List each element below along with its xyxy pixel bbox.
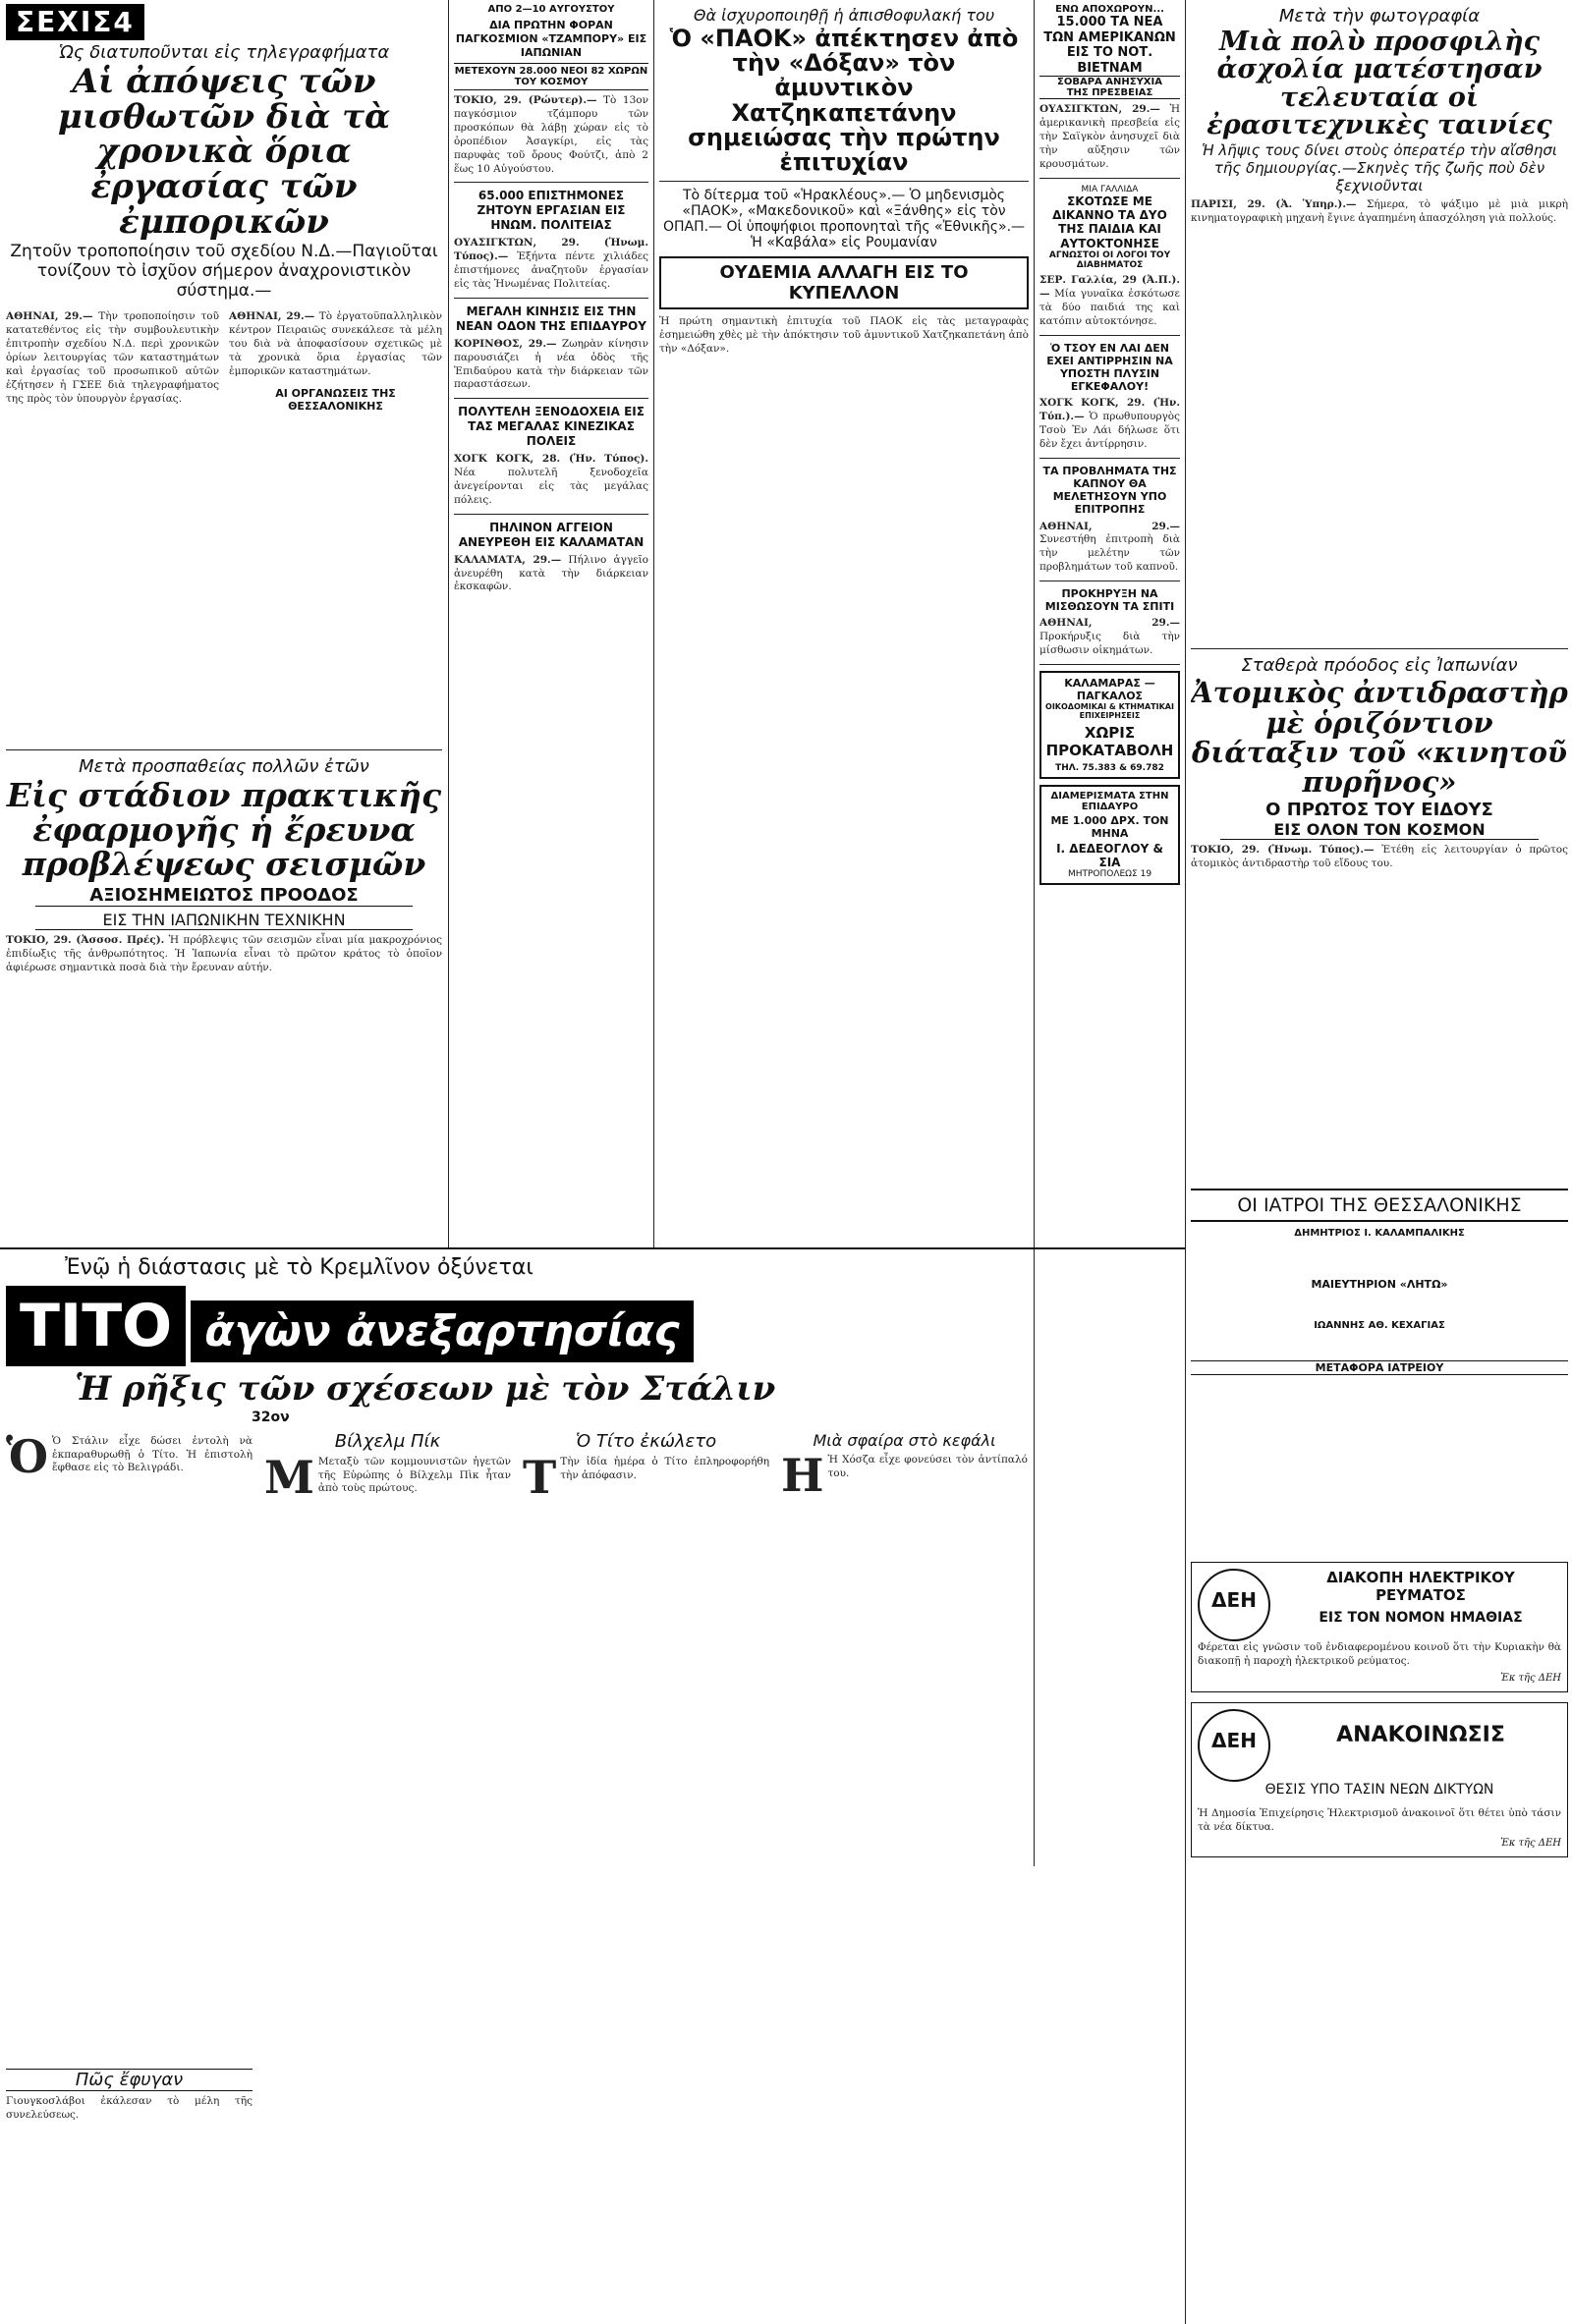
ad-title: ΔΙΑΜΕΡΙΣΜΑΤΑ ΣΤΗΝ ΕΠΙΔΑΥΡΟ [1050,791,1169,812]
article-body-continuation [6,410,219,744]
notice-signature: Ἐκ τῆς ΔΕΗ [1500,1838,1561,1850]
doctor-name: ΙΩΑΝΝΗΣ ΑΘ. ΚΕΧΑΓΙΑΣ [1314,1320,1445,1331]
serial-subhead: Πῶς ἔφυγαν [6,2069,253,2091]
article-body: ΑΘΗΝΑΙ, 29.— Τὸ ἐργατοϋπαλληλικὸν κέντρον Πειραιῶς συνεκάλεσε τὰ μέλη του διὰ νὰ ἀποφασίσουν σχετικῶς μὲ τὰ χρονικὰ ὅρια ἐργασίας τῶν ἐμπορικῶν καταστημάτων. [229,310,442,377]
dei-notices [1191,1562,1568,2318]
clinic-name: ΜΑΙΕΥΤΗΡΙΟΝ «ΛΗΤΩ» [1311,1278,1448,1291]
notice-body: Φέρεται εἰς γνῶσιν τοῦ ἐνδιαφερομένου κοινοῦ ὅτι τὴν Κυριακὴν θὰ διακοπῇ ἡ παροχὴ ἠλεκτρικοῦ ρεύματος. [1198,1641,1561,1667]
serial-body: Τ Τὴν ἰδία ἡμέρα ὁ Τίτο ἐπληροφορήθη τὴν ἀπόφασιν. [523,1450,769,1504]
article-headline: ΠΟΛΥΤΕΛΗ ΞΕΝΟΔΟΧΕΙΑ ΕΙΣ ΤΑΣ ΜΕΓΑΛΑΣ ΚΙΝΕΖΙΚΑΣ ΠΟΛΕΙΣ [458,405,645,449]
article-body: ΑΘΗΝΑΙ, 29.— Συνεστήθη ἐπιτροπὴ διὰ τὴν μελέτην τῶν προβλημάτων τοῦ καπνοῦ. [1039,520,1180,574]
notice-title: ΔΙΑΚΟΠΗ ΗΛΕΚΤΡΙΚΟΥ ΡΕΥΜΑΤΟΣ [1326,1569,1515,1604]
transport-heading: ΜΕΤΑΦΟΡΑ ΙΑΤΡΕΙΟΥ [1191,1360,1568,1375]
serial-subhead: Μιὰ σφαίρα στὸ κεφάλι [813,1430,996,1450]
serial-headline: Ἡ ρῆξις τῶν σχέσεων μὲ τὸν Στάλιν [75,1369,776,1409]
article-subhead: ΑΙ ΟΡΓΑΝΩΣΕΙΣ ΤΗΣ ΘΕΣΣΑΛΟΝΙΚΗΣ [275,386,396,413]
serial-subhead: Ὁ Τίτο ἐκώλετο [575,1430,717,1452]
article-body-continuation [229,420,442,676]
date-line: ΑΠΟ 2—10 ΑΥΓΟΥΣΤΟΥ [487,4,615,15]
article-subheadline: Ἡ λῆψις τους δίνει στοὺς ὀπερατέρ τὴν αἴσθησι τῆς δημιουργίας.—Σκηνὲς τῆς ζωῆς ποὺ δὲν ξεχνιοῦνται [1202,141,1557,195]
column-rule [1034,0,1035,1866]
article-subheadline: ΤΗΣ ΠΡΕΣΒΕΙΑΣ [1039,87,1180,99]
article-headline: ΠΡΟΚΗΡΥΞΗ ΝΑ ΜΙΣΘΩΣΟΥΝ ΤΑ ΣΠΙΤΙ [1044,587,1175,614]
notice-title: ΑΝΑΚΟΙΝΩΣΙΣ [1336,1722,1505,1747]
article-body: ΧΟΓΚ ΚΟΓΚ, 28. (Ἠν. Τύπος). Νέα πολυτελῆ ξενοδοχεῖα ἀνεγείρονται εἰς τὰς μεγάλας πόλεις. [454,453,648,506]
serial-title: ΤΙΤΟ [6,1286,186,1366]
article-headline: 15.000 ΤΑ ΝΕΑ ΤΩΝ ΑΜΕΡΙΚΑΝΩΝ ΕΙΣ ΤΟ ΝΟΤ. ΒΙΕΤΝΑΜ [1043,15,1176,76]
article-subheadline: Ζητοῦν τροποποίησιν τοῦ σχεδίου Ν.Δ.—Παγιοῦται τονίζουν τὸ ἰσχῦον σήμερον ἀναχρονιστικὸν σύστημα.— [10,242,438,302]
dei-notice-outage [1191,1562,1568,1692]
serial-subhead: Βίλχελμ Πίκ [334,1430,441,1452]
column-2 [454,4,648,1244]
notice-subtitle: ΘΕΣΙΣ ΥΠΟ ΤΑΣΙΝ ΝΕΩΝ ΔΙΚΤΥΩΝ [1264,1781,1494,1798]
article-body-continuation [1191,230,1568,642]
article-body: ΑΘΗΝΑΙ, 29.— Προκήρυξις διὰ τὴν μίσθωσιν οἰκημάτων. [1039,617,1180,657]
column-4 [1039,4,1180,1860]
article-headline: Εἰς στάδιον πρακτικῆς ἐφαρμογῆς ἡ ἔρευνα προβλέψεως σεισμῶν [6,776,442,883]
column-rule [653,0,654,1247]
article-kicker: Σταθερὰ πρόοδος εἰς Ἰαπωνίαν [1241,655,1518,677]
column-rule [1185,0,1186,2324]
dei-logo: ΔΕΗ [1198,1569,1270,1641]
serial-title-sub: ἀγὼν ἀνεξαρτησίας [191,1300,693,1362]
ad-subtitle: ΟΙΚΟΔΟΜΙΚΑΙ & ΚΤΗΜΑΤΙΚΑΙ ΕΠΙΧΕΙΡΗΣΕΙΣ [1045,702,1174,720]
dei-notice-announcement [1191,1702,1568,1858]
article-headline: Ὁ «ΠΑΟΚ» ἀπέκτησεν ἀπὸ τὴν «Δόξαν» τὸν ἀμυντικὸν Χατζηκαπετάνην σημειώσας τὴν πρώτην ἐπιτυχίαν [669,25,1019,176]
article-body: ΟΥΑΣΙΓΚΤΩΝ, 29. (Ἠνωμ. Τύπος).— Ἐξήντα πέντε χιλιάδες ἐπιστήμονες ἀναζητοῦν ἐργασίαν εἰς τὰς Ἠνωμένας Πολιτείας. [454,237,648,290]
column-rule [448,0,449,1247]
serial-kicker: Ἐνῷ ἡ διάστασις μὲ τὸ Κρεμλῖνον ὀξύνεται [65,1255,533,1280]
column-5 [1191,4,1568,1183]
article-body: ΑΘΗΝΑΙ, 29.— Τὴν τροποποίησιν τοῦ κατατεθέντος εἰς τὴν συμβουλευτικὴν ἐπιτροπὴν σχεδίου Ν.Δ. περὶ χρονικῶν ὁρίων λειτουργίας τῶν καταστημάτων καὶ ἐργασίας τοῦ προσωπικοῦ αὐτῶν ἐζήτησεν ἡ ΓΣΕΕ διὰ τηλεγραφήματος της πρὸς τὸν ὑπουργὸν ἐργασίας. [6,310,219,405]
box-subtitle: ΜΕΤΕΧΟΥΝ 28.000 ΝΕΟΙ 82 ΧΩΡΩΝ ΤΟΥ ΚΟΣΜΟΥ [454,63,648,90]
serial-body: Γιουγκοσλάβοι ἐκάλεσαν τὸ μέλη τῆς συνελεύσεως. [6,2095,253,2122]
article-body: Ἡ πρώτη σημαντικὴ ἐπιτυχία τοῦ ΠΑΟΚ εἰς τὰς μεταγραφὰς ἐσημειώθη χθὲς μὲ τὴν ἀπόκτησιν τοῦ ἀμυντικοῦ Χατζηκαπετάνη ἀπὸ τὴν «Δόξαν». [659,315,1029,355]
article-body: ΠΑΡΙΣΙ, 29. (Ἀ. Ὑπηρ.).— Σήμερα, τὸ ψάξιμο μὲ μιὰ μικρὴ κινηματογραφικὴ μηχανὴ ἔγινε ἀγαπημένη ἀπασχόληση γιὰ πολλούς. [1191,198,1568,225]
article-subheadline: Τὸ δίτερμα τοῦ «Ἡρακλέους».— Ὁ μηδενισμὸς «ΠΑΟΚ», «Μακεδονικοῦ» καὶ «Ξάνθης» εἰς τὸν ΟΠΑΠ.— Οἱ ὑποψήφιοι προπονηταὶ τῆς «Ἐθνικῆς».— Ἡ «Καβάλα» εἰς Ρουμανίαν [662,188,1026,251]
article-headline: Μιὰ πολὺ προσφιλὴς ἀσχολία ματέστησαν τελευταία οἱ ἐρασιτεχνικὲς ταινίες [1207,27,1552,141]
article-subheadline: ΕΙΣ ΟΛΟΝ ΤΟΝ ΚΟΣΜΟΝ [1220,820,1539,840]
article-subheadline: ΕΙΣ ΤΗΝ ΙΑΠΩΝΙΚΗΝ ΤΕΧΝΙΚΗΝ [35,911,413,930]
section-logo: ΣΕΧΙΣ4 [6,4,144,40]
column-1 [6,4,442,1244]
tito-serial [6,1255,1028,2320]
ad-apartments [1039,785,1180,885]
article-headline: ΣΚΟΤΩΣΕ ΜΕ ΔΙΚΑΝΝΟ ΤΑ ΔΥΟ ΤΗΣ ΠΑΙΔΙΑ ΚΑΙ ΑΥΤΟΚΤΟΝΗΣΕ [1052,194,1167,250]
article-body: ΤΟΚΙΟ, 29. (Ἠνωμ. Τύπος).— Ἐτέθη εἰς λειτουργίαν ὁ πρῶτος ἀτομικὸς ἀντιδραστὴρ τοῦ εἴδους του. [1191,843,1568,869]
article-body: ΤΟΚΙΟ, 29. (Ρώυτερ).— Τὸ 13ον παγκόσμιον τζάμπορυ τῶν προσκόπων θὰ λάβῃ χώραν εἰς τὸ ὀροπέδιον Ἀσαγκίρι, εἰς τὰς παρυφὰς τοῦ ὄρους Φούτζι, ἀπὸ 2 ἕως 10 Αὐγούστου. [454,94,648,175]
ad-address: ΜΗΤΡΟΠΟΛΕΩΣ 19 [1067,869,1152,879]
article-headline: ΠΗΛΙΝΟΝ ΑΓΓΕΙΟΝ ΑΝΕΥΡΕΘΗ ΕΙΣ ΚΑΛΑΜΑΤΑΝ [458,520,645,549]
notice-subtitle: ΕΙΣ ΤΟΝ ΝΟΜΟΝ ΗΜΑΘΙΑΣ [1319,1610,1523,1626]
doctor-name: ΔΗΜΗΤΡΙΟΣ Ι. ΚΑΛΑΜΠΑΛΙΚΗΣ [1294,1228,1465,1239]
article-kicker: ΜΙΑ ΓΑΛΛΙΔΑ [1081,184,1139,194]
ad-headline: ΧΩΡΙΣ ΠΡΟΚΑΤΑΒΟΛΗ [1045,724,1174,759]
article-subheadline: ΣΟΒΑΡΑ ΑΝΗΣΥΧΙΑ [1039,76,1180,87]
article-kicker: Μετὰ τὴν φωτογραφία [1278,6,1481,27]
serial-body: Η Ἡ Χόσζα εἶχε φονεύσει τὸν ἀντίπαλό του. [781,1448,1028,1502]
article-kicker: Μετὰ προσπαθείας πολλῶν ἐτῶν [79,756,369,778]
ad-kalamaras [1039,671,1180,779]
doctors-directory [1191,1189,1568,1552]
notice-body: Ἡ Δημοσία Ἐπιχείρησις Ἠλεκτρισμοῦ ἀνακοινοῖ ὅτι θέτει ὑπὸ τάσιν τὰ νέα δίκτυα. [1198,1806,1561,1833]
article-body: ΧΟΓΚ ΚΟΓΚ, 29. (Ἠν. Τύπ.).— Ὁ πρωθυπουργὸς Τσοὺ Ἐν Λάι δήλωσε ὅτι δὲν ἔχει ἀντίρρησιν. [1039,397,1180,450]
article-body: ΤΟΚΙΟ, 29. (Ἀσσοσ. Πρές). Ἡ πρόβλεψις τῶν σεισμῶν εἶναι μία μακροχρόνιος ἐπιδίωξις τῆς ἀνθρωπότητος. Ἡ Ἰαπωνία εἶναι τὸ πρῶτον κράτος τὸ ὁποῖον ἀφιέρωσε σημαντικὰ ποσὰ διὰ τὴν ἔρευναν αὐτήν. [6,934,442,974]
notice-signature: Ἐκ τῆς ΔΕΗ [1500,1672,1561,1684]
ad-title: ΚΑΛΑΜΑΡΑΣ — ΠΑΓΚΑΛΟΣ [1064,677,1155,702]
article-body: ΟΥΑΣΙΓΚΤΩΝ, 29.— Ἡ ἀμερικανικὴ πρεσβεία εἰς τὴν Σαϊγκὸν ἀνησυχεῖ διὰ τὴν αὔξησιν τῶν κρουσμάτων. [1039,103,1180,170]
article-headline: Ἀτομικὸς ἀντιδραστὴρ μὲ ὁριζόντιον διάταξιν τοῦ «κινητοῦ πυρῆνος» [1191,676,1568,800]
article-body: ΣΕΡ. Γαλλία, 29 (Ἀ.Π.).— Μία γυναῖκα ἐσκότωσε τὰ δύο παιδιά της καὶ κατόπιν αὐτοκτόνησε. [1039,274,1180,327]
article-headline: Ὁ ΤΣΟΥ ΕΝ ΛΑΙ ΔΕΝ ΕΧΕΙ ΑΝΤΙΡΡΗΣΙΝ ΝΑ ΥΠΟΣΤΗ ΠΛΥΣΙΝ ΕΓΚΕΦΑΛΟΥ! [1046,341,1173,394]
article-headline: Αἱ ἀπόψεις τῶν μισθωτῶν διὰ τὰ χρονικὰ ὅρια ἐργασίας τῶν ἐμπορικῶν [57,62,391,242]
column-3 [659,4,1029,1244]
article-body: ΚΑΛΑΜΑΤΑ, 29.— Πήλινο ἀγγεῖο ἀνευρέθη κατὰ τὴν διάρκειαν ἐκσκαφῶν. [454,553,648,593]
dei-logo: ΔΕΗ [1198,1709,1270,1782]
article-subheadline: ΑΞΙΟΣΗΜΕΙΩΤΟΣ ΠΡΟΟΔΟΣ [35,885,413,907]
ad-headline: ΜΕ 1.000 ΔΡΧ. ΤΟΝ ΜΗΝΑ [1050,814,1169,840]
article-kicker: Θὰ ἰσχυροποιηθῇ ἡ ἀπισθοφυλακή του [693,6,995,25]
article-subheadline: ΑΓΝΩΣΤΟΙ ΟΙ ΛΟΓΟΙ ΤΟΥ ΔΙΑΒΗΜΑΤΟΣ [1048,250,1171,271]
article-headline: ΤΑ ΠΡΟΒΛΗΜΑΤΑ ΤΗΣ ΚΑΠΝΟΥ ΘΑ ΜΕΛΕΤΗΣΟΥΝ ΥΠΟ ΕΠΙΤΡΟΠΗΣ [1042,464,1177,517]
serial-body-continuation [6,1479,253,2069]
serial-body: Ὁ Ὁ Στάλιν εἶχε δώσει ἐντολὴ νὰ ἐκπαραθυρωθῇ ὁ Τίτο. Ἡ ἐπιστολὴ ἔφθασε εἰς τὸ Βελιγράδι. [6,1429,253,1483]
article-body: ΚΟΡΙΝΘΟΣ, 29.— Ζωηρὰν κίνησιν παρουσιάζει ἡ νέα ὁδὸς τῆς Ἐπιδαύρου κατὰ τὴν διάρκειαν τῶν παραστάσεων. [454,337,648,391]
directory-title: ΟΙ ΙΑΤΡΟΙ ΤΗΣ ΘΕΣΣΑΛΟΝΙΚΗΣ [1191,1189,1568,1222]
article-subheadline: Ο ΠΡΩΤΟΣ ΤΟΥ ΕΙΔΟΥΣ [1265,799,1493,820]
boxed-headline: ΟΥΔΕΜΙΑ ΑΛΛΑΓΗ ΕΙΣ ΤΟ ΚΥΠΕΛΛΟΝ [659,256,1029,309]
serial-body: Μ Μεταξὺ τῶν κομμουνιστῶν ἡγετῶν τῆς Εὐρώπης ὁ Βίλχελμ Πὶκ ἦταν ἀπὸ τοὺς πρώτους. [264,1450,511,1504]
article-headline: ΜΕΓΑΛΗ ΚΙΝΗΣΙΣ ΕΙΣ ΤΗΝ ΝΕΑΝ ΟΔΟΝ ΤΗΣ ΕΠΙΔΑΥΡΟΥ [456,304,646,333]
horizontal-rule [0,1247,1185,1249]
article-kicker: ΕΝΩ ΑΠΟΧΩΡΟΥΝ... [1055,4,1164,15]
ad-phone: ΤΗΛ. 75.383 & 69.782 [1055,763,1164,773]
serial-part: 32ον [252,1409,290,1425]
box-title: ΔΙΑ ΠΡΩΤΗΝ ΦΟΡΑΝ ΠΑΓΚΟΣΜΙΟΝ «ΤΖΑΜΠΟΡΥ» ΕΙΣ ΙΑΠΩΝΙΑΝ [455,19,647,59]
article-headline: 65.000 ΕΠΙΣΤΗΜΟΝΕΣ ΖΗΤΟΥΝ ΕΡΓΑΣΙΑΝ ΕΙΣ ΗΝΩΜ. ΠΟΛΙΤΕΙΑΣ [477,189,626,233]
ad-company: Ι. ΔΕΔΕΟΓΛΟΥ & ΣΙΑ [1056,842,1163,869]
article-kicker: Ὡς διατυποῦνται εἰς τηλεγραφήματα [58,42,390,63]
